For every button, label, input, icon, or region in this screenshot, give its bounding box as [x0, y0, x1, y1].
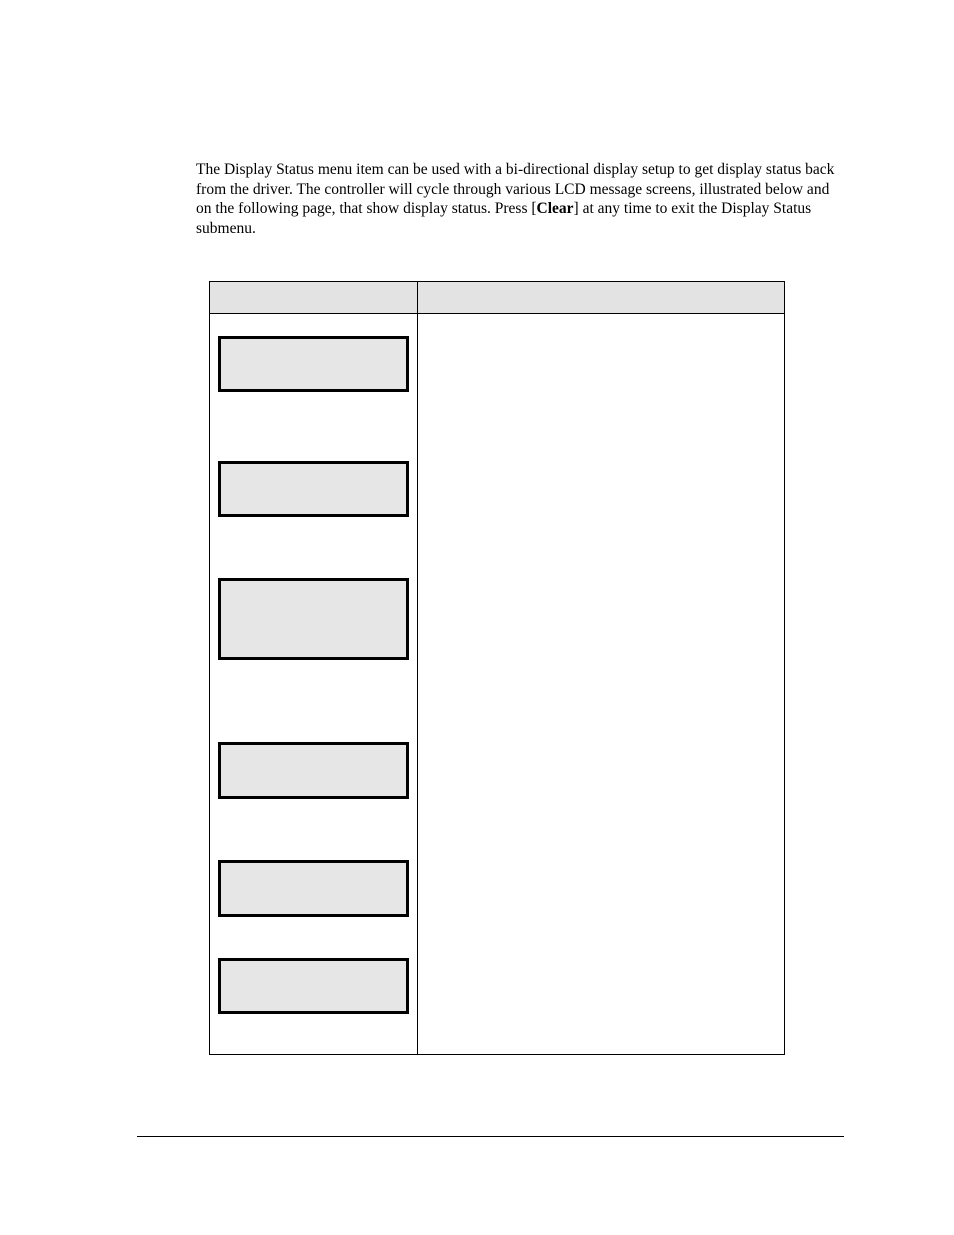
- footer-rule: [137, 1136, 844, 1137]
- display-status-table: [209, 281, 785, 1055]
- lcd-screen-1: [218, 336, 409, 392]
- header-description-column: [418, 282, 786, 313]
- lcd-screen-5: [218, 860, 409, 917]
- lcd-screen-4: [218, 742, 409, 799]
- lcd-screen-6: [218, 958, 409, 1014]
- intro-text-before: The Display Status menu item can be used with a bi-directional display setup to get display status back from the driver. The controller will cycle through various LCD message screens, illustrated below and on the following page, that show display status. Press [: [196, 161, 835, 217]
- table-header: [210, 282, 784, 314]
- lcd-screen-2: [218, 461, 409, 517]
- intro-paragraph: [196, 160, 836, 238]
- header-lcd-column: [210, 282, 417, 313]
- column-divider: [417, 282, 418, 1054]
- intro-clear-key: Clear: [536, 200, 574, 217]
- intro-text-after: ] at any time to exit the Display Status submenu.: [196, 200, 812, 237]
- lcd-screen-3: [218, 578, 409, 660]
